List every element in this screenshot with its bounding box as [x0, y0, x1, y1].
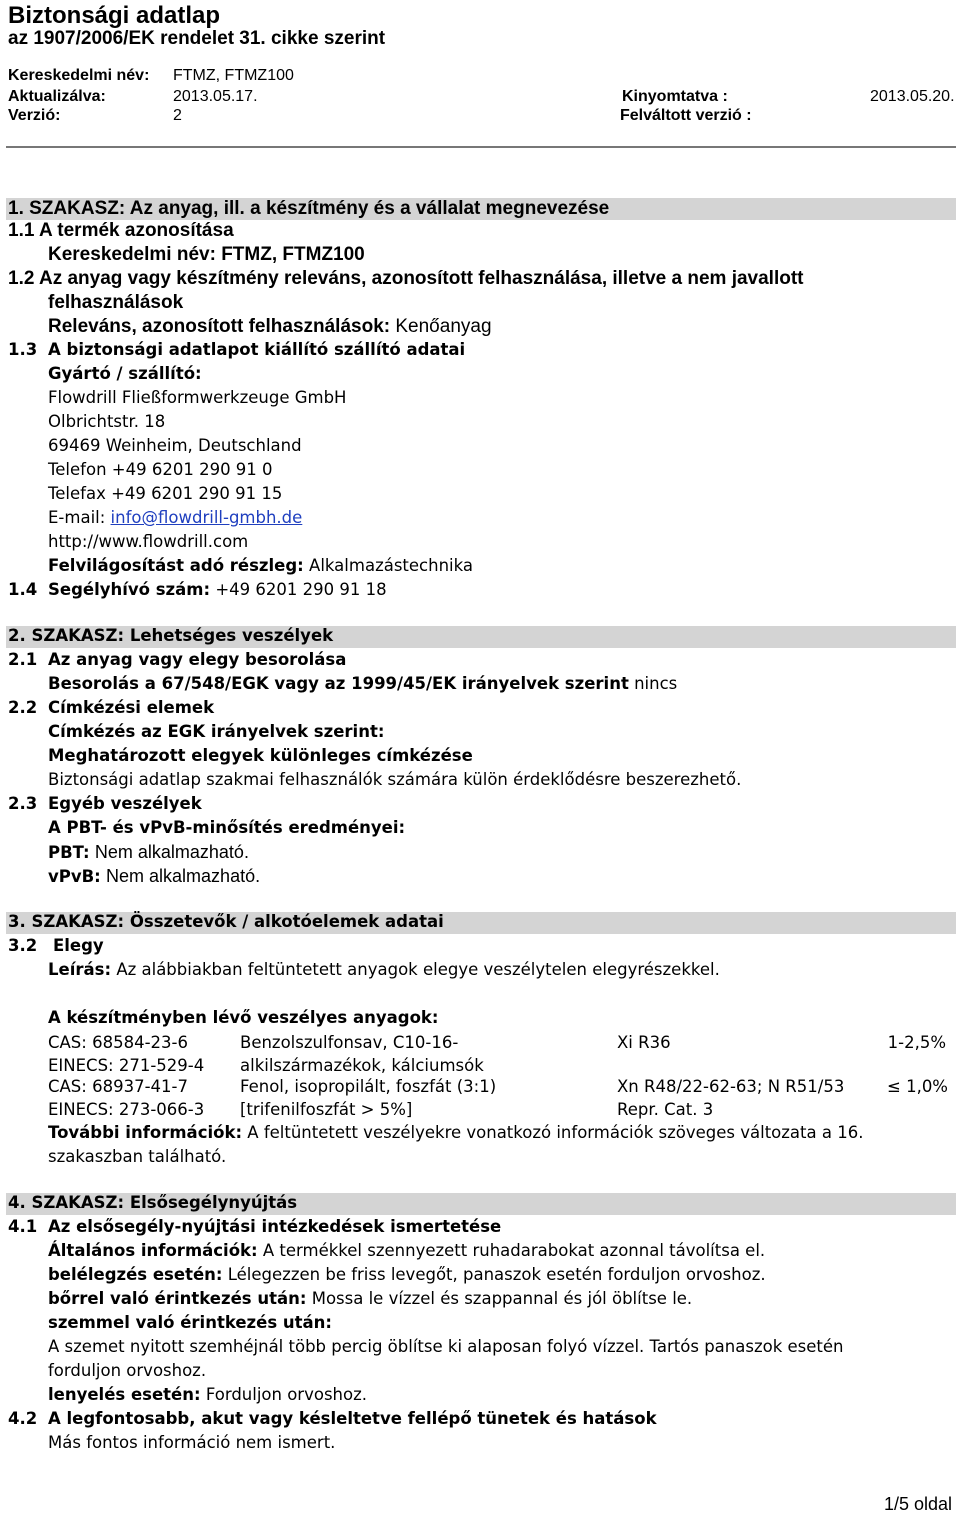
version-label: Verzió:: [8, 107, 61, 124]
heading-4-1: Az elsősegély-nyújtási intézkedések ismertetése: [48, 1217, 502, 1236]
pbt-results-heading: A PBT- és vPvB-minősítés eredményei:: [48, 818, 406, 837]
classification: Besorolás a 67/548/EGK vagy az 1999/45/EK irányelvek szerint nincs: [48, 674, 678, 693]
trade-name-value: FTMZ, FTMZ100: [173, 67, 294, 84]
section-1-title: 1. SZAKASZ: Az anyag, ill. a készítmény és a vállalat megnevezése: [8, 198, 610, 219]
version-value: 2: [173, 107, 182, 124]
emergency-phone: Segélyhívó szám: +49 6201 290 91 18: [48, 580, 387, 599]
hazard-class: Xi R36: [617, 1033, 671, 1052]
heading-1-2-cont: felhasználások: [48, 292, 184, 313]
company-fax: Telefax +49 6201 290 91 15: [48, 484, 283, 503]
eye-contact-label: szemmel való érintkezés után:: [48, 1313, 333, 1332]
pbt-line: PBT: Nem alkalmazható.: [48, 842, 249, 862]
concentration: ≤ 1,0%: [887, 1077, 948, 1096]
identified-uses: Releváns, azonosított felhasználások: Kenőanyag: [48, 316, 492, 337]
hazard-class: Xn R48/22-62-63; N R51/53: [617, 1077, 845, 1096]
heading-4-2-num: 4.2: [8, 1409, 38, 1428]
info-department: Felvilágosítást adó részleg: Alkalmazástechnika: [48, 556, 473, 575]
ingestion-info: lenyelés esetén: Forduljon orvoshoz.: [48, 1385, 368, 1404]
further-info-cont: szakaszban található.: [48, 1147, 227, 1166]
company-phone: Telefon +49 6201 290 91 0: [48, 460, 273, 479]
general-info: Általános információk: A termékkel szennyezett ruhadarabokat azonnal távolítsa el.: [48, 1241, 766, 1260]
hazard-class-cont: Repr. Cat. 3: [617, 1100, 714, 1119]
replaced-version-label: Felváltott verzió :: [620, 107, 752, 124]
einecs-number: EINECS: 273-066-3: [48, 1100, 205, 1119]
trade-name-label: Kereskedelmi név:: [8, 67, 150, 84]
email-link[interactable]: info@flowdrill-gmbh.de: [110, 508, 303, 527]
updated-label: Aktualizálva:: [8, 88, 106, 105]
substance-name: Fenol, isopropilált, foszfát (3:1): [240, 1077, 497, 1096]
manufacturer-label: Gyártó / szállító:: [48, 364, 202, 383]
eye-contact-text: A szemet nyitott szemhéjnál több percig öblítse ki alaposan folyó vízzel. Tartós panaszok esetén: [48, 1337, 844, 1356]
heading-2-3-num: 2.3: [8, 794, 38, 813]
concentration: 1-2,5%: [887, 1033, 946, 1052]
cas-number: CAS: 68584-23-6: [48, 1033, 188, 1052]
substance-name-cont: [trifenilfoszfát > 5%]: [240, 1100, 413, 1119]
skin-contact-info: bőrrel való érintkezés után: Mossa le vízzel és szappannal és jól öblítse le.: [48, 1289, 693, 1308]
section-3-title: 3. SZAKASZ: Összetevők / alkotóelemek adatai: [8, 912, 444, 931]
labelling-egk: Címkézés az EGK irányelvek szerint:: [48, 722, 385, 741]
company-city: 69469 Weinheim, Deutschland: [48, 436, 302, 455]
document-title: Biztonsági adatlap: [8, 2, 221, 29]
printed-value: 2013.05.20.: [870, 88, 955, 105]
labelling-special: Meghatározott elegyek különleges címkézése: [48, 746, 473, 765]
inhalation-info: belélegzés esetén: Lélegezzen be friss levegőt, panaszok esetén forduljon orvoshoz.: [48, 1265, 766, 1284]
vpvb-line: vPvB: Nem alkalmazható.: [48, 866, 261, 886]
heading-1-2: 1.2 Az anyag vagy készítmény releváns, azonosított felhasználása, illetve a nem javallott: [8, 268, 804, 289]
heading-4-1-num: 4.1: [8, 1217, 38, 1236]
eye-contact-text-cont: forduljon orvoshoz.: [48, 1361, 207, 1380]
updated-value: 2013.05.17.: [173, 88, 258, 105]
section-4-title: 4. SZAKASZ: Elsősegélynyújtás: [8, 1193, 298, 1212]
further-info: További információk: A feltüntetett veszélyekre vonatkozó információk szöveges változata a 16.: [48, 1123, 864, 1142]
heading-3-2-num: 3.2: [8, 936, 38, 955]
heading-1-3-num: 1.3: [8, 340, 38, 359]
heading-2-2: Címkézési elemek: [48, 698, 215, 717]
dangerous-substances-heading: A készítményben lévő veszélyes anyagok:: [48, 1008, 439, 1027]
page-number: 1/5 oldal: [883, 1494, 952, 1514]
heading-2-3: Egyéb veszélyek: [48, 794, 202, 813]
einecs-number: EINECS: 271-529-4: [48, 1056, 205, 1075]
company-email: E-mail: info@flowdrill-gmbh.de: [48, 508, 303, 527]
heading-1-4-num: 1.4: [8, 580, 38, 599]
mixture-description: Leírás: Az alábbiakban feltüntetett anyagok elegye veszélytelen elegyrészekkel.: [48, 960, 720, 979]
trade-name-line: Kereskedelmi név: FTMZ, FTMZ100: [48, 244, 365, 265]
heading-1-1: 1.1 A termék azonosítása: [8, 220, 234, 241]
substance-name-cont: alkilszármazékok, kálciumsók: [240, 1056, 484, 1075]
heading-1-3: A biztonsági adatlapot kiállító szállító adatai: [48, 340, 466, 359]
labelling-text: Biztonsági adatlap szakmai felhasználók számára külön érdeklődésre beszerezhető.: [48, 770, 742, 789]
company-street: Olbrichtstr. 18: [48, 412, 166, 431]
document-subtitle: az 1907/2006/EK rendelet 31. cikke szerint: [8, 28, 386, 49]
heading-4-2-text: Más fontos információ nem ismert.: [48, 1433, 336, 1452]
section-2-title: 2. SZAKASZ: Lehetséges veszélyek: [8, 626, 334, 645]
printed-label: Kinyomtatva :: [622, 88, 728, 105]
header-divider: [6, 146, 956, 148]
company-website[interactable]: http://www.flowdrill.com: [48, 532, 249, 551]
heading-2-1: Az anyag vagy elegy besorolása: [48, 650, 347, 669]
substance-name: Benzolszulfonsav, C10-16-: [240, 1033, 459, 1052]
heading-2-2-num: 2.2: [8, 698, 38, 717]
company-name: Flowdrill Fließformwerkzeuge GmbH: [48, 388, 347, 407]
heading-2-1-num: 2.1: [8, 650, 38, 669]
heading-4-2: A legfontosabb, akut vagy késleltetve fellépő tünetek és hatások: [48, 1409, 657, 1428]
heading-3-2: Elegy: [53, 936, 104, 955]
cas-number: CAS: 68937-41-7: [48, 1077, 188, 1096]
